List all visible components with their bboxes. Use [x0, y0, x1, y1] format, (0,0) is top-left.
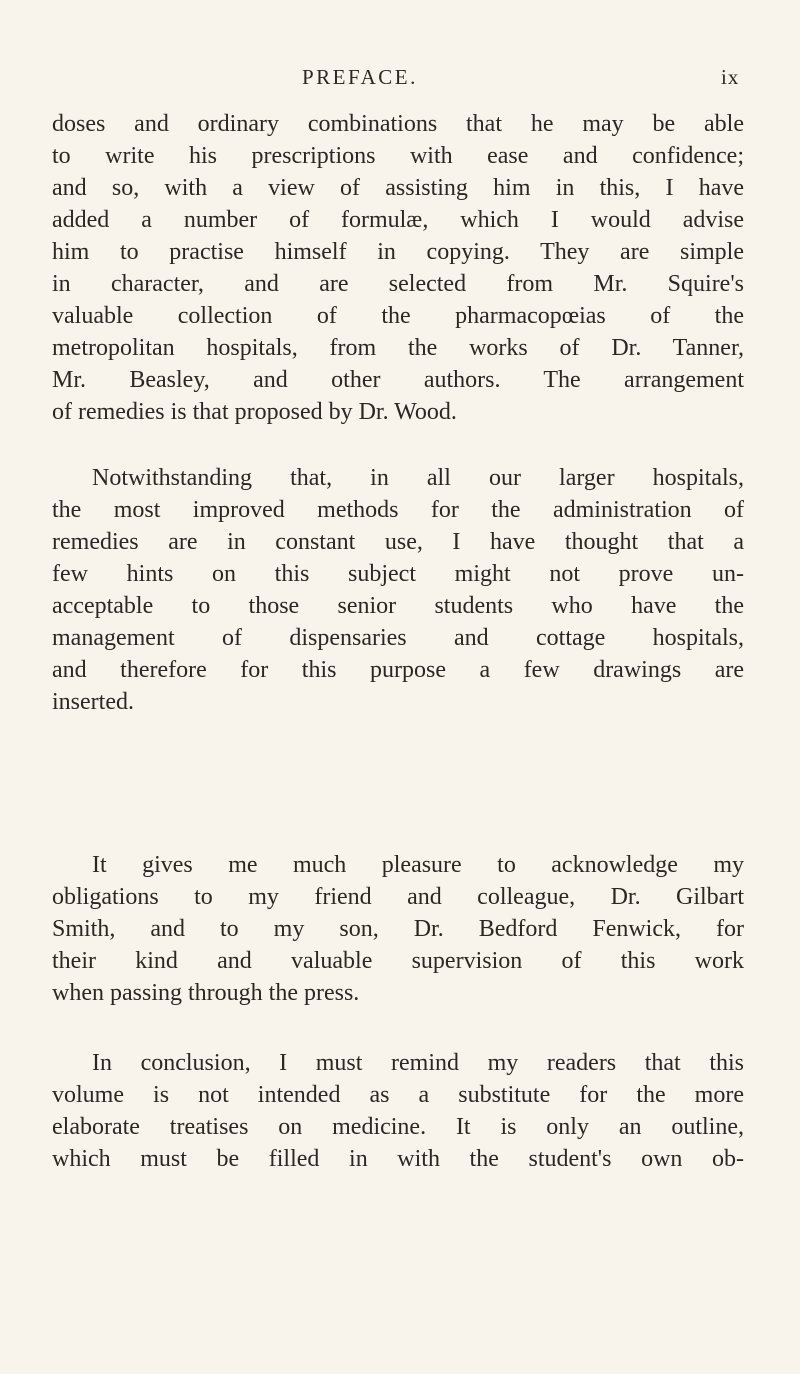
text-line: and therefore for this purpose a few drawings are	[52, 657, 744, 683]
paragraph-formulae	[52, 108, 744, 428]
text-line: him to practise himself in copying. They are simple	[52, 239, 744, 265]
text-line: remedies are in constant use, I have thought that a	[52, 529, 744, 555]
text-line: of remedies is that proposed by Dr. Wood.	[52, 399, 457, 425]
text-line: when passing through the press.	[52, 980, 360, 1006]
text-line: their kind and valuable supervision of this work	[52, 948, 744, 974]
text-line: elaborate treatises on medicine. It is only an outline,	[52, 1114, 744, 1140]
page-header	[302, 62, 742, 96]
text-line: inserted.	[52, 689, 134, 715]
text-line: which must be filled in with the student's own ob-	[52, 1146, 744, 1172]
text-line: acceptable to those senior students who have the	[52, 593, 744, 619]
text-line: to write his prescriptions with ease and confidence;	[52, 143, 744, 169]
text-line: In conclusion, I must remind my readers that this	[92, 1050, 744, 1076]
text-line: added a number of formulæ, which I would advise	[52, 207, 744, 233]
page-number: ix	[721, 65, 740, 89]
text-line: obligations to my friend and colleague, Dr. Gilbart	[52, 884, 744, 910]
text-line: Notwithstanding that, in all our larger hospitals,	[92, 465, 744, 491]
text-line: valuable collection of the pharmacopœias of the	[52, 303, 744, 329]
text-line: metropolitan hospitals, from the works of Dr. Tanner,	[52, 335, 744, 361]
text-line: in character, and are selected from Mr. Squire's	[52, 271, 744, 297]
text-line: management of dispensaries and cottage hospitals,	[52, 625, 744, 651]
text-line: doses and ordinary combinations that he may be able	[52, 111, 744, 137]
paragraph-conclusion	[52, 1047, 744, 1175]
text-line: volume is not intended as a substitute for the more	[52, 1082, 744, 1108]
text-line: It gives me much pleasure to acknowledge my	[92, 852, 744, 878]
text-line: the most improved methods for the administration of	[52, 497, 744, 523]
text-line: few hints on this subject might not prove un-	[52, 561, 744, 587]
paragraph-acknowledgements	[52, 849, 744, 1009]
text-line: Smith, and to my son, Dr. Bedford Fenwick, for	[52, 916, 744, 942]
paragraph-hospitals	[52, 462, 744, 718]
text-line: and so, with a view of assisting him in this, I have	[52, 175, 744, 201]
text-line: Mr. Beasley, and other authors. The arrangement	[52, 367, 744, 393]
running-head: PREFACE.	[302, 65, 418, 89]
